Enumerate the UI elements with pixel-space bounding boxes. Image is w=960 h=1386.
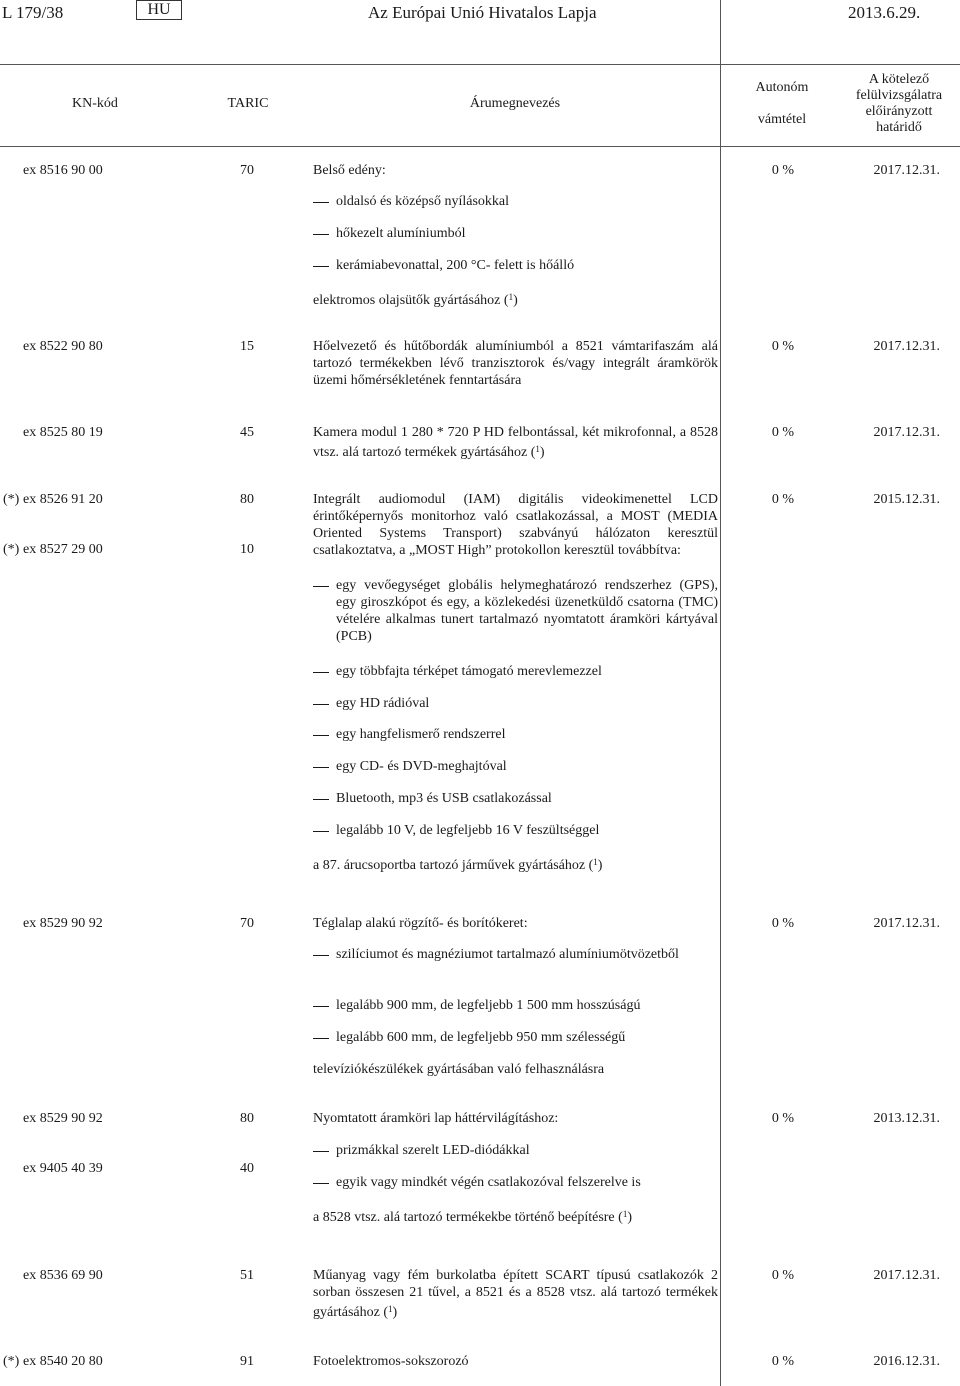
taric-code: 51 (240, 1268, 254, 1283)
language-badge: HU (136, 0, 182, 20)
description: Téglalap alakú rögzítő- és borítókeret: (313, 916, 528, 931)
col-header-duty: Autonóm vámtétel (755, 80, 809, 127)
description: Belső edény: (313, 163, 386, 178)
description-item: egy CD- és DVD-meghajtóval (313, 758, 718, 775)
col-header-taric: TARIC (227, 96, 269, 111)
description: Nyomtatott áramköri lap háttérvilágításhoz: (313, 1111, 559, 1126)
description: Műanyag vagy fém burkolatba épített SCART típusú csatlakozók 2 sorban összesen 21 tűvel, a 8521 és a 8528 vtsz. alá tartozó termékek gyártásához ($^1$) (313, 1268, 718, 1320)
page-reference: L 179/38 (2, 3, 64, 22)
description-end: elektromos olajsütők gyártásához ($^1$) (313, 292, 518, 308)
taric-code: 40 (240, 1161, 254, 1176)
kn-code: ex 8529 90 92 (23, 1111, 103, 1126)
review-date: 2015.12.31. (873, 492, 940, 507)
taric-code: 10 (240, 542, 254, 557)
duty-rate: 0 % (771, 1111, 794, 1126)
kn-code: ex 8540 20 80 (23, 1354, 103, 1369)
description-item: egy többfajta térképet támogató merevlemezzel (313, 663, 718, 680)
footnote-marker: (*) (3, 1354, 20, 1369)
duty-rate: 0 % (771, 163, 794, 178)
col-header-kn: KN-kód (72, 96, 118, 111)
taric-code: 70 (240, 163, 254, 178)
header-bottom-border (0, 146, 960, 147)
description: Kamera modul 1 280 * 720 P HD felbontással, két mikrofonnal, a 8528 vtsz. alá tartozó termékek gyártásához ($^1$) (313, 425, 718, 460)
taric-code: 15 (240, 339, 254, 354)
journal-title: Az Európai Unió Hivatalos Lapja (368, 3, 597, 22)
kn-code: ex 8526 91 20 (23, 492, 103, 507)
description-item: prizmákkal szerelt LED-diódákkal (313, 1142, 718, 1159)
description: Hőelvezető és hűtőbordák alumíniumból a 8521 vámtarifaszám alá tartozó termékekben lévő tranzisztorok és/vagy integrált áramkörök üzemi hőmérsékletének fenntartására (313, 339, 718, 388)
description-item: egyik vagy mindkét végén csatlakozóval felszerelve is (313, 1174, 718, 1191)
description-item: legalább 900 mm, de legfeljebb 1 500 mm hosszúságú (313, 997, 718, 1014)
table-top-border (0, 64, 960, 65)
review-date: 2017.12.31. (873, 916, 940, 931)
footnote-marker: (*) (3, 492, 20, 507)
col-header-description: Árumegnevezés (469, 96, 561, 111)
description-item: legalább 600 mm, de legfeljebb 950 mm szélességű (313, 1029, 718, 1046)
taric-code: 91 (240, 1354, 254, 1369)
review-date: 2017.12.31. (873, 163, 940, 178)
col-header-review-date: A kötelező felülvizsgálatra előirányzott határidő (855, 72, 943, 135)
description-item: egy hangfelismerő rendszerrel (313, 726, 718, 743)
description: Integrált audiomodul (IAM) digitális videokimenettel LCD érintőképernyős monitorhoz való csatlakozással, a MOST (MEDIA Oriented Systems Transport) szabványú hálózaton keresztül csatlakoztatva, a „MOST High” protokollon keresztül továbbítva: (313, 492, 718, 558)
description-end: a 8528 vtsz. alá tartozó termékekbe történő beépítésre ($^1$) (313, 1209, 632, 1225)
taric-code: 45 (240, 425, 254, 440)
taric-code: 70 (240, 916, 254, 931)
duty-rate: 0 % (771, 425, 794, 440)
kn-code: ex 8527 29 00 (23, 542, 103, 557)
description-item: egy HD rádióval (313, 695, 718, 712)
kn-code: ex 8536 69 90 (23, 1268, 103, 1283)
kn-code: ex 8525 80 19 (23, 425, 103, 440)
duty-rate: 0 % (771, 339, 794, 354)
review-date: 2017.12.31. (873, 425, 940, 440)
publication-date: 2013.6.29. (848, 3, 921, 22)
duty-rate: 0 % (771, 1268, 794, 1283)
description-item: hőkezelt alumíniumból (313, 225, 718, 242)
description-item: Bluetooth, mp3 és USB csatlakozással (313, 790, 718, 807)
description-item: kerámiabevonattal, 200 °C- felett is hőálló (313, 257, 718, 274)
footnote-marker: (*) (3, 542, 20, 557)
description-item: egy vevőegységet globális helymeghatározó rendszerhez (GPS), egy giroszkópot és egy, a közlekedési üzenetküldő csatorna (TMC) vételére alkalmas tunert tartalmazó nyomtatott áramköri kártyával (PCB) (313, 577, 718, 645)
page-header (0, 0, 960, 28)
description-item: oldalsó és középső nyílásokkal (313, 193, 718, 210)
description: Fotoelektromos-sokszorozó (313, 1354, 469, 1369)
kn-code: ex 8529 90 92 (23, 916, 103, 931)
description-item: szilíciumot és magnéziumot tartalmazó alumíniumötvözetből (313, 946, 718, 963)
duty-rate: 0 % (771, 916, 794, 931)
review-date: 2017.12.31. (873, 339, 940, 354)
description-item: legalább 10 V, de legfeljebb 16 V feszültséggel (313, 822, 718, 839)
kn-code: ex 8516 90 00 (23, 163, 103, 178)
review-date: 2016.12.31. (873, 1354, 940, 1369)
review-date: 2013.12.31. (873, 1111, 940, 1126)
taric-code: 80 (240, 492, 254, 507)
description-end: a 87. árucsoportba tartozó járművek gyártásához ($^1$) (313, 857, 603, 873)
description-end: televíziókészülékek gyártásában való felhasználásra (313, 1062, 605, 1077)
kn-code: ex 9405 40 39 (23, 1161, 103, 1176)
review-date: 2017.12.31. (873, 1268, 940, 1283)
taric-code: 80 (240, 1111, 254, 1126)
kn-code: ex 8522 90 80 (23, 339, 103, 354)
duty-rate: 0 % (771, 492, 794, 507)
column-divider (720, 0, 721, 1386)
duty-rate: 0 % (771, 1354, 794, 1369)
